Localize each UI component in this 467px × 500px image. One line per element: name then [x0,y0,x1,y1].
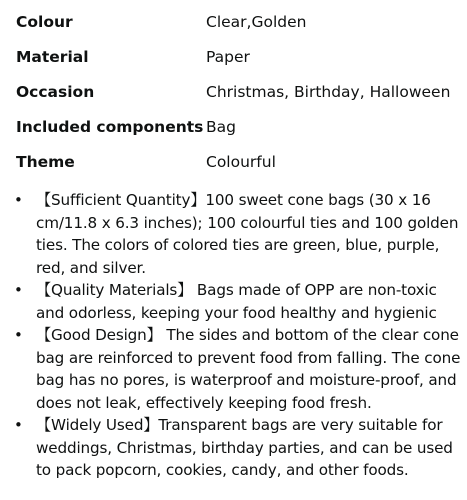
bullet-icon: • [14,416,23,434]
list-item-text: 【Quality Materials】 Bags made of OPP are non-toxic and odorless, keeping your food healthy and hygienic [36,281,437,322]
list-item-text: 【Sufficient Quantity】100 sweet cone bags (30 x 16 cm/11.8 x 6.3 inches); 100 colourful ties and 100 golden ties. The colors of colored ties are green, blue, purple, red, and silver. [36,191,459,277]
list-item [0,189,467,279]
spec-value: Colourful [206,153,276,171]
list-item [0,414,467,482]
list-item [0,324,467,414]
list-item [0,279,467,324]
bullet-icon: • [14,281,23,299]
spec-label: Theme [16,153,75,171]
spec-value: Bag [206,118,236,136]
list-item-text: 【Good Design】 The sides and bottom of the clear cone bag are reinforced to prevent food from falling. The cone bag has no pores, is waterproof and moisture-proof, and does not leak, effectively keeping food fresh. [36,326,461,412]
spec-label: Colour [16,13,73,31]
bullet-icon: • [14,191,23,209]
spec-label: Material [16,48,89,66]
spec-row-theme [16,150,456,185]
spec-value: Christmas, Birthday, Halloween [206,83,451,101]
spec-label: Occasion [16,83,95,101]
product-spec-table [16,10,456,185]
spec-value: Paper [206,48,250,66]
spec-row-occasion [16,80,456,115]
spec-label: Included components [16,118,204,136]
about-this-item-list [0,189,467,482]
bullet-icon: • [14,326,23,344]
spec-row-material [16,45,456,80]
list-item-text: 【Widely Used】Transparent bags are very suitable for weddings, Christmas, birthday parties, and can be used to pack popcorn, cookies, candy, and other foods. [36,416,453,479]
spec-value: Clear,Golden [206,13,307,31]
spec-row-included-components [16,115,456,150]
spec-row-colour [16,10,456,45]
